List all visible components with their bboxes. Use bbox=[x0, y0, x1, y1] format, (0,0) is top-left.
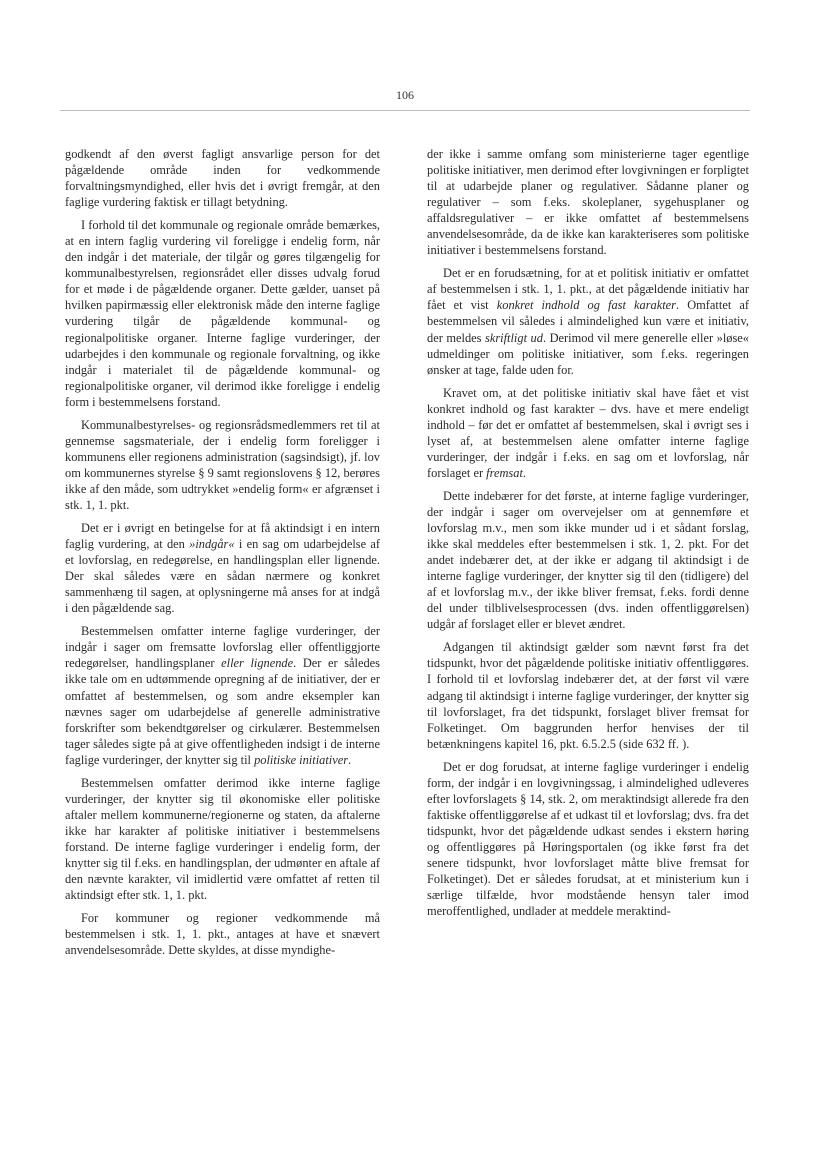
text-run: Det er i øvrigt en betingelse for at få aktindsigt i en intern faglig vurdering, at den bbox=[65, 521, 380, 552]
left-column bbox=[65, 146, 380, 958]
paragraph: der ikke i samme omfang som ministerierne tager egentlige politiske initiativer, men derimod efter lovgivningen er forpligtet til at udarbejde planer og regulativer. Sådanne planer og regulativer – som f.eks. skoleplaner, sygehusplaner og affaldsregulativer – er ikke omfattet af bestemmelsens anvendelsesområde, da de ikke kan karakteriseres som politiske initiativer i bestemmelsens forstand. bbox=[427, 147, 749, 258]
header-rule bbox=[60, 110, 750, 111]
text-run: . Derimod vil mere generelle eller »løse« udmeldinger om politiske initiativer, som f.eks. regeringen ønsker at tage, falde uden for. bbox=[427, 330, 749, 377]
paragraph: Bestemmelsen omfatter derimod ikke interne faglige vurderinger, der knytter sig til økonomiske eller politiske aftaler mellem kommunerne/regionerne og staten, da aftalerne ikke har karakter af politiske initiativer i bestemmelsens forstand. De interne faglige vurderinger i endelig form, der knytter sig til f.eks. en handlingsplan, der udmønter en aftale af den nævnte karakter, vil imidlertid være omfattet af retten til aktindsigt efter stk. 1, 1. pkt. bbox=[65, 775, 380, 903]
text-run: . Omfattet af bestemmelsen vil således i almindelighed kun være et initiativ, der meldes bbox=[427, 298, 749, 345]
emphasis: »indgår« bbox=[189, 537, 235, 552]
paragraph: Kommunalbestyrelses- og regionsrådsmedlemmers ret til at gennemse sagsmateriale, der i endelig form foreligger i kommunens eller regionens administration (sagsindsigt), jf. lov om kommunernes styrelse § 9 samt regionslovens § 12, berøres ikke af den måde, som udtrykket »endelig form« er afgrænset i stk. 1, 1. pkt. bbox=[65, 417, 380, 512]
right-column bbox=[427, 146, 749, 919]
text-run: . Der er således ikke tale om en udtømmende opregning af de initiativer, der er omfattet af bestemmelsen, og som andre eksempler kan nævnes sager om udarbejdelse af generelle administrative forskrifter som bekendtgørelser og cirkulærer. Bestemmelsen tager således sigte på at give offentligheden indsigt i de interne faglige vurderinger, der knytter sig til bbox=[65, 656, 380, 767]
paragraph: Det er dog forudsat, at interne faglige vurderinger i endelig form, der indgår i en lovgivningssag, i almindelighed udleveres efter lovforslagets § 14, stk. 2, om meraktindsigt allerede fra den faktiske offentliggørelse af et udkast til et lovforslag; dvs. fra det tidspunkt, hvor det pågældende udkast sendes i ekstern høring og offentliggøres på Høringsportalen (og ikke først fra det senere tidspunkt, hvor lovforslaget måtte blive fremsat for Folketinget). Det er således forudsat, at et ministerium kun i særlige tilfælde, hvor modstående hensyn taler imod meroffentlighed, undlader at meddele meraktind- bbox=[427, 759, 749, 919]
paragraph: Adgangen til aktindsigt gælder som nævnt først fra det tidspunkt, hvor det pågældende politiske initiativ offentliggøres. I forhold til et lovforslag indebærer det, at der først vil være adgang til aktindsigt i interne faglige vurderinger, der knytter sig til lovforslaget, fra det tidspunkt, forslaget bliver fremsat for Folketinget. Om baggrunden herfor henvises der til betænkningens kapitel 16, pkt. 6.5.2.5 (side 632 ff. ). bbox=[427, 640, 749, 751]
text-run: Bestemmelsen omfatter interne faglige vurderinger, der indgår i sager om fremsatte lovforslag eller offentliggjorte redegørelser, handlingsplaner bbox=[65, 624, 380, 671]
text-run: . bbox=[348, 752, 352, 767]
paragraph bbox=[427, 265, 749, 377]
emphasis: eller lignende bbox=[221, 656, 294, 671]
emphasis: konkret indhold og fast karakter bbox=[496, 298, 677, 313]
paragraph bbox=[65, 623, 380, 767]
paragraph: godkendt af den øverst fagligt ansvarlige person for det pågældende område inden for vedkommende forvaltningsmyndighed, eller hvis det i øvrigt fremgår, at den faglige vurdering faktisk er tillagt betydning. bbox=[65, 147, 380, 210]
paragraph: For kommuner og regioner vedkommende må bestemmelsen i stk. 1, 1. pkt., antages at have et snævert anvendelsesområde. Dette skyldes, at disse myndighe- bbox=[65, 911, 380, 958]
page-number: 106 bbox=[396, 88, 414, 102]
text-run: Det er en forudsætning, for at et politisk initiativ er omfattet af bestemmelsen i stk. 1, 1. pkt., at det pågældende initiativ har fået et vist bbox=[427, 266, 749, 313]
emphasis: politiske initiativer bbox=[254, 752, 349, 767]
emphasis: skriftligt ud bbox=[485, 330, 543, 345]
emphasis: fremsat bbox=[486, 465, 523, 480]
paragraph bbox=[65, 520, 380, 616]
text-run: Kravet om, at det politiske initiativ skal have fået et vist konkret indhold og fast karakter – dvs. have et mere endeligt indhold – før det er omfattet af bestemmelsen, skal i øvrigt ses i lyset af, at bestemmelsen alene omfatter interne faglige vurderinger, der indgår i f.eks. en sag om et lovforslag, når forslaget er bbox=[427, 385, 749, 480]
text-run: i en sag om udarbejdelse af et lovforslag, en redegørelse, en handlingsplan eller lignende. Der skal således være en sådan nærmere og konkret sammenhæng til sagen, at oplysningerne må anses for at indgå i den pågældende sag. bbox=[65, 537, 380, 616]
paragraph: Dette indebærer for det første, at interne faglige vurderinger, der indgår i sager om overvejelser om at gennemføre et lovforslag m.v., men som ikke munder ud i et sådant forslag, ikke skal meddeles efter bestemmelsen i stk. 1, 2. pkt. For det andet indebærer det, at der ikke er adgang til aktindsigt i de interne faglige vurderinger, der knytter sig til den (tidligere) del af et lovforslag m.v., der ikke bliver fremsat, f.eks. fordi denne del under tilblivelsesprocessen (dvs. inden offentliggørelsen) udgår af forslaget eller er blevet ændret. bbox=[427, 488, 749, 632]
paragraph: I forhold til det kommunale og regionale område bemærkes, at en intern faglig vurdering vil foreligge i endelig form, når den indgår i det materiale, der tilgår og gøres tilgængelig for kommunalbestyrelsen, regionsrådet eller disses udvalg forud for et møde i de pågældende organer. Dette gælder, uanset på hvilken papirmæssig eller elektronisk måde den interne faglige vurdering tilgår de pågældende kommunal- og regionalpolitiske organer. Interne faglige vurderinger, der udarbejdes i den kommunale og regionale forvaltning, og ikke indgår i materialet til de pågældende kommunal- og regionalpolitiske organer, vil derimod ikke foreligge i endelig form i bestemmelsens forstand. bbox=[65, 218, 380, 409]
paragraph bbox=[427, 385, 749, 481]
text-run: . bbox=[522, 465, 526, 480]
